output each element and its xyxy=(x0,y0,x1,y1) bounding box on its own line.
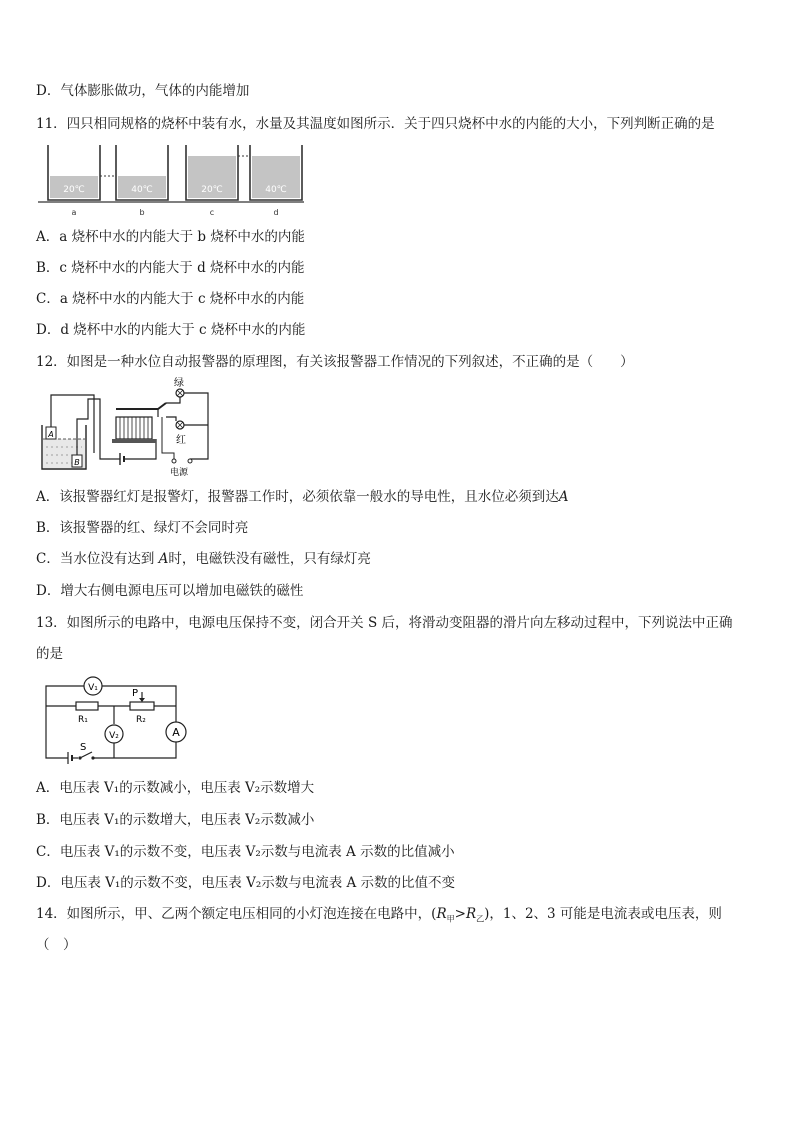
ammeter-label: A xyxy=(172,726,180,739)
q12-option-c: C．当水位没有达到 A时，电磁铁没有磁性，只有绿灯亮 xyxy=(36,551,371,567)
v2-label: V₂ xyxy=(109,731,119,741)
red-label: 红 xyxy=(176,435,186,446)
q11-stem: 11．四只相同规格的烧杯中装有水，水量及其温度如图所示．关于四只烧杯中水的内能的大小，下列判断正确的是 xyxy=(36,116,715,132)
electrode-b-label: B xyxy=(74,458,80,467)
beaker-a-temp: 20℃ xyxy=(63,185,85,195)
r1-label: R₁ xyxy=(78,715,88,725)
q11-option-c: C．a 烧杯中水的内能大于 c 烧杯中水的内能 xyxy=(36,291,305,307)
q13-option-b: B．电压表 V₁的示数增大，电压表 V₂示数减小 xyxy=(36,812,315,828)
q11-beakers-figure xyxy=(36,142,306,220)
green-label: 绿 xyxy=(174,378,184,389)
q13-option-a: A．电压表 V₁的示数减小，电压表 V₂示数增大 xyxy=(36,780,315,796)
q13-stem-line2: 的是 xyxy=(36,646,63,662)
rheostat-r2 xyxy=(130,702,154,710)
s-label: S xyxy=(80,742,87,753)
power-terminal-right xyxy=(188,459,192,463)
q12-stem: 12．如图是一种水位自动报警器的原理图，有关该报警器工作情况的下列叙述，不正确的是（ ） xyxy=(36,354,634,370)
q12-option-d: D．增大右侧电源电压可以增加电磁铁的磁性 xyxy=(36,583,304,599)
beaker-b-tag: b xyxy=(139,208,145,217)
q13-stem-line1: 13．如图所示的电路中，电源电压保持不变，闭合开关 S 后，将滑动变阻器的滑片向左移动过程中，下列说法中正确 xyxy=(36,615,733,631)
q11-option-b: B．c 烧杯中水的内能大于 d 烧杯中水的内能 xyxy=(36,260,305,276)
armature xyxy=(116,403,166,409)
beaker-a-tag: a xyxy=(71,208,77,217)
q13-option-d: D．电压表 V₁的示数不变，电压表 V₂示数与电流表 A 示数的比值不变 xyxy=(36,875,456,891)
q11-option-a: A．a 烧杯中水的内能大于 b 烧杯中水的内能 xyxy=(36,229,305,245)
beaker-d-tag: d xyxy=(273,208,279,217)
power-label: 电源 xyxy=(170,468,189,477)
q11-option-d: D．d 烧杯中水的内能大于 c 烧杯中水的内能 xyxy=(36,322,306,338)
q12-alarm-figure xyxy=(38,377,228,477)
q12-option-a: A．该报警器红灯是报警灯，报警器工作时，必须依靠一般水的导电性，且水位必须到达A xyxy=(36,489,569,505)
q12-option-b: B．该报警器的红、绿灯不会同时亮 xyxy=(36,520,249,536)
resistor-r1 xyxy=(76,702,98,710)
beaker-c-temp: 20℃ xyxy=(201,185,223,195)
v1-label: V₁ xyxy=(88,683,98,693)
r2-label: R₂ xyxy=(136,715,146,725)
q14-stem-line1: 14．如图所示，甲、乙两个额定电压相同的小灯泡连接在电路中，$(R_甲>R_乙)$，1、2、3 可能是电流表或电压表，则 xyxy=(36,906,722,924)
beaker-d-temp: 40℃ xyxy=(265,185,287,195)
beaker-c-tag: c xyxy=(209,208,215,217)
electromagnet xyxy=(112,417,156,443)
electrode-a-label: A xyxy=(48,430,54,439)
p-label: P xyxy=(132,688,139,699)
power-terminal-left xyxy=(172,459,176,463)
q13-option-c: C．电压表 V₁的示数不变，电压表 V₂示数与电流表 A 示数的比值减小 xyxy=(36,844,455,860)
q10-option-d: D．气体膨胀做功，气体的内能增加 xyxy=(36,83,250,99)
beaker-b-temp: 40℃ xyxy=(131,185,153,195)
q14-stem-line2: （ ） xyxy=(36,937,77,953)
q13-circuit-figure xyxy=(40,674,190,764)
